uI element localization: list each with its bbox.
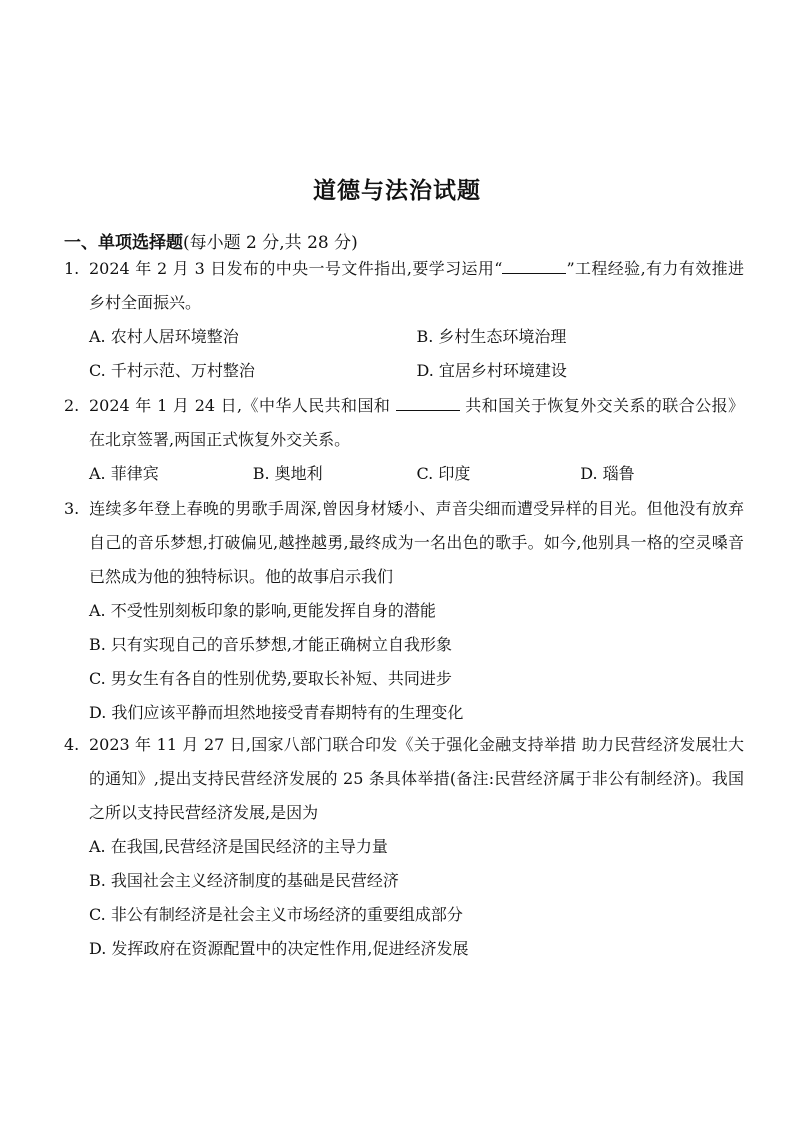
option-b: B. 只有实现自己的音乐梦想,才能正确树立自我形象 bbox=[89, 635, 453, 654]
option-c: C. 男女生有各自的性别优势,要取长补短、共同进步 bbox=[89, 669, 452, 688]
question-number: 1. bbox=[64, 259, 80, 278]
question-1 bbox=[64, 252, 744, 388]
answer-blank bbox=[396, 394, 460, 411]
option-a: A. 菲律宾 bbox=[89, 464, 159, 483]
option-a: A. 在我国,民营经济是国民经济的主导力量 bbox=[89, 837, 388, 856]
option-d: D. 瑙鲁 bbox=[580, 464, 635, 483]
option-c: C. 印度 bbox=[416, 464, 471, 483]
stem-text-after: ”工程经验,有力有效推进乡村全面振兴。 bbox=[89, 259, 744, 312]
question-2 bbox=[64, 389, 744, 491]
question-4 bbox=[64, 728, 744, 966]
question-3-stem bbox=[64, 492, 744, 594]
stem-text: 2023 年 11 月 27 日,国家八部门联合印发《关于强化金融支持举措 助力民营经济发展壮大的通知》,提出支持民营经济发展的 25 条具体举措(备注:民营经济属于非公有制经济)。我国之所以支持民营经济发展,是因为 bbox=[89, 735, 744, 822]
option-b: B. 乡村生态环境治理 bbox=[416, 327, 567, 346]
question-number: 3. bbox=[64, 499, 80, 518]
question-number: 2. bbox=[64, 396, 80, 415]
option-b: B. 奥地利 bbox=[252, 464, 323, 483]
section-score-note: (每小题 2 分,共 28 分) bbox=[183, 233, 358, 253]
question-2-stem bbox=[64, 389, 744, 457]
stem-text: 连续多年登上春晚的男歌手周深,曾因身材矮小、声音尖细而遭受异样的目光。但他没有放弃自己的音乐梦想,打破偏见,越挫越勇,最终成为一名出色的歌手。如今,他别具一格的空灵嗓音已然成为他的独特标识。他的故事启示我们 bbox=[89, 499, 744, 586]
stem-text-before: 2024 年 1 月 24 日,《中华人民共和国和 bbox=[89, 396, 396, 415]
question-1-stem bbox=[64, 252, 744, 320]
option-d: D. 宜居乡村环境建设 bbox=[416, 361, 567, 380]
option-c: C. 非公有制经济是社会主义市场经济的重要组成部分 bbox=[89, 905, 463, 924]
stem-text-before: 2024 年 2 月 3 日发布的中央一号文件指出,要学习运用“ bbox=[89, 259, 503, 278]
section-heading-text: 一、单项选择题 bbox=[64, 233, 183, 253]
option-c: C. 千村示范、万村整治 bbox=[89, 361, 255, 380]
question-number: 4. bbox=[64, 735, 80, 754]
section-heading bbox=[64, 228, 358, 253]
option-d: D. 发挥政府在资源配置中的决定性作用,促进经济发展 bbox=[89, 939, 469, 958]
option-a: A. 不受性别刻板印象的影响,更能发挥自身的潜能 bbox=[89, 601, 436, 620]
page-title: 道德与法治试题 bbox=[313, 177, 481, 204]
option-d: D. 我们应该平静而坦然地接受青春期特有的生理变化 bbox=[89, 703, 464, 722]
stem-text-after: 共和国关于恢复外交关系的联合公报》在北京签署,两国正式恢复外交关系。 bbox=[89, 396, 744, 449]
question-3 bbox=[64, 492, 744, 730]
question-4-stem bbox=[64, 728, 744, 830]
option-a: A. 农村人居环境整治 bbox=[89, 327, 239, 346]
option-b: B. 我国社会主义经济制度的基础是民营经济 bbox=[89, 871, 399, 890]
answer-blank bbox=[502, 257, 566, 274]
